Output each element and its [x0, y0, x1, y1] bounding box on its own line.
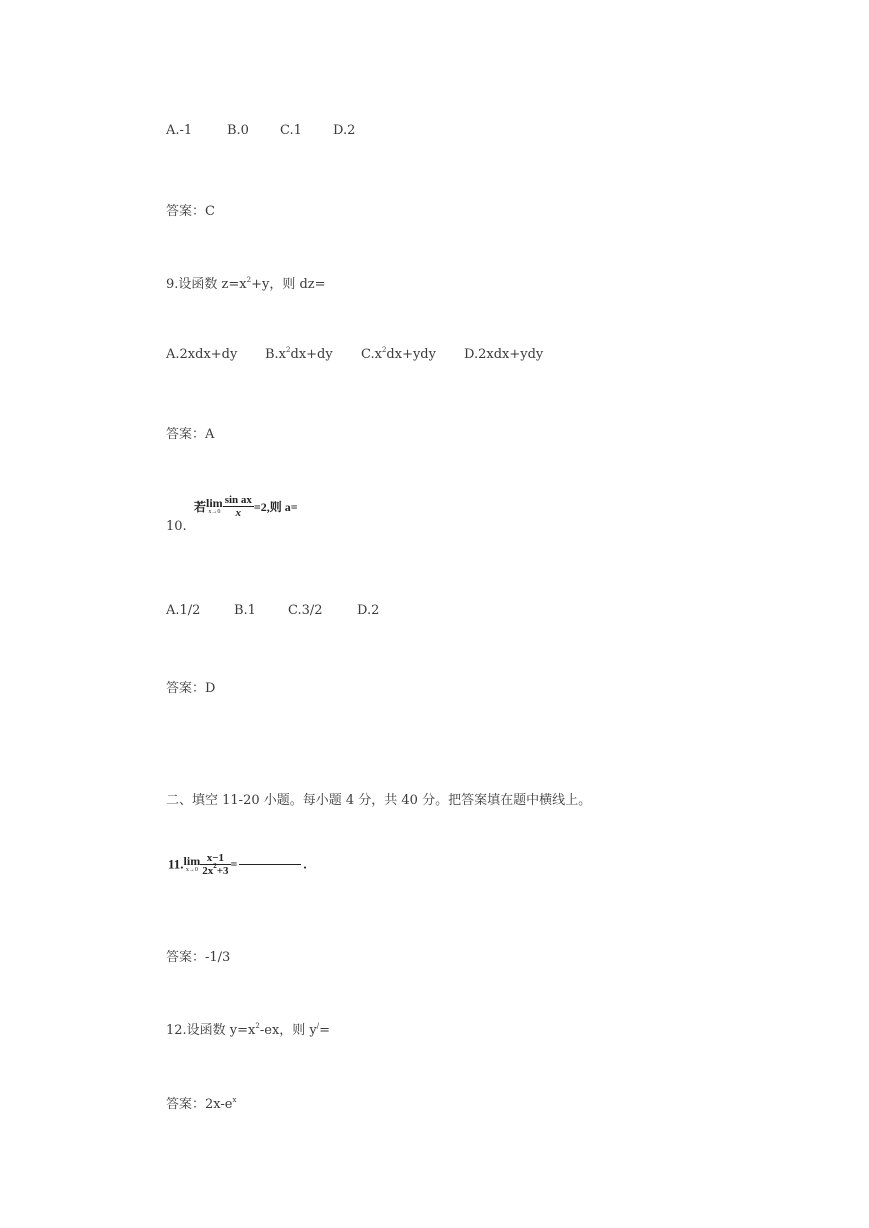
q10-option-a: A.1/2 [166, 603, 201, 618]
q11-fraction: $\frac{x-1}{2x^2+3}$ [202, 852, 229, 877]
q11-formula: 11. lim x→0 $\frac{x-1}{2x^2+3}$ = . [168, 852, 307, 877]
q12-answer: 答案：$2x-e^x$ [166, 1096, 237, 1112]
q8-option-c: C.1 [280, 123, 302, 138]
q10-fraction: $\frac{\text{sin ax}}{x}$ [224, 494, 252, 519]
q8-option-d: D.2 [333, 123, 356, 138]
q10-lim: lim x→0 [206, 496, 223, 515]
q10-options [166, 603, 379, 618]
q10-option-c: C.3/2 [288, 603, 323, 618]
q10-option-d: D.2 [357, 603, 380, 618]
q9-option-b: $B.x^2dx+dy$ [265, 346, 333, 362]
q9-option-d: D.2xdx+ydy [464, 347, 544, 362]
section2-heading: 二、填空 11-20 小题。每小题 4 分，共 40 分。把答案填在题中横线上。 [166, 793, 592, 808]
q9-options [166, 347, 543, 362]
q9-option-a: A.2xdx+dy [166, 347, 238, 362]
q12-stem: 12.设函数 $y=x^2-ex$，则 y/= [166, 1022, 331, 1038]
q8-options [166, 123, 355, 138]
q10-answer: 答案：D [166, 681, 216, 696]
q8-answer: 答案：C [166, 204, 215, 219]
q10-formula: 若 lim x→0 $\frac{\text{sin ax}}{x}$ =2,则 a= [194, 494, 298, 519]
q9-answer: 答案：A [166, 427, 215, 442]
q9-stem: 9.设函数 $z=x^2+y$，则 dz= [166, 276, 326, 292]
q9-option-c: $C.x^2dx+ydy$ [361, 346, 436, 362]
q8-option-a: A.-1 [166, 123, 193, 138]
q8-option-b: B.0 [227, 123, 249, 138]
q11-answer-blank [239, 864, 301, 865]
q10-number: 10. [166, 519, 187, 534]
q11-answer: 答案：-1/3 [166, 950, 231, 965]
q10-option-b: B.1 [234, 603, 256, 618]
q11-lim: lim x→0 [183, 854, 201, 873]
